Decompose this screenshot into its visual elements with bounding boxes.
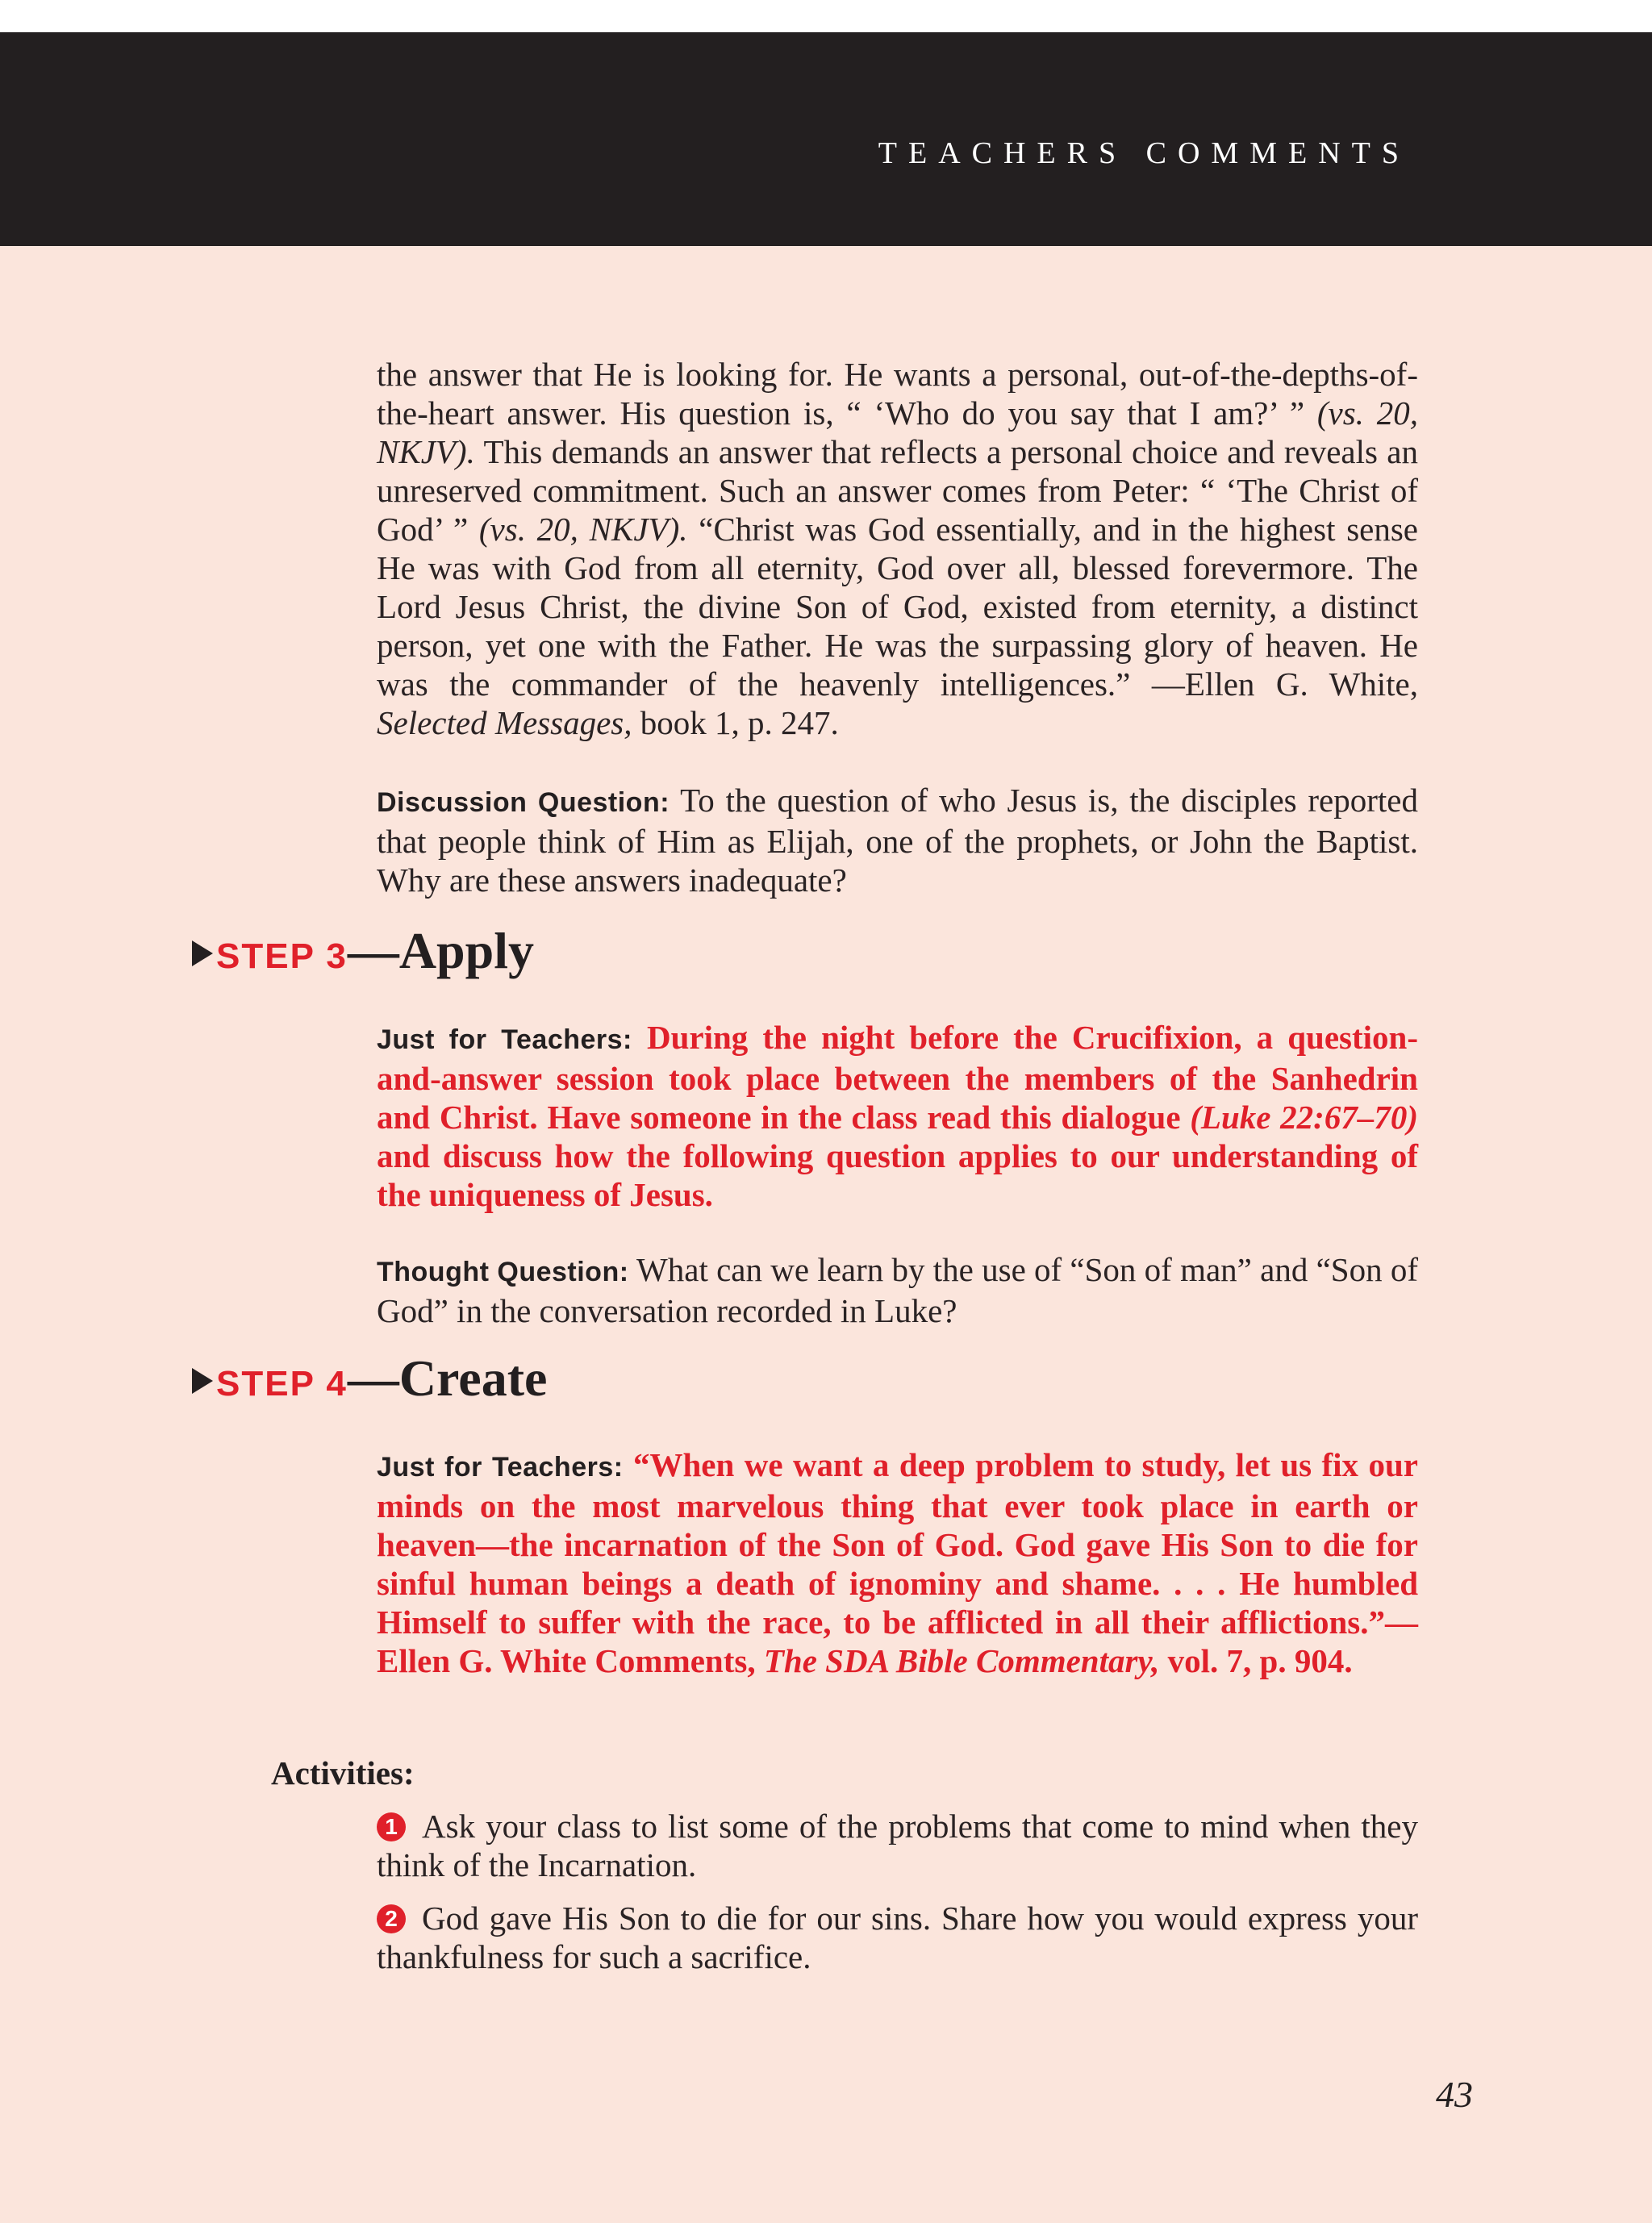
book-title: The SDA Bible Commentary, [763,1642,1160,1679]
step-3-teachers-note [377,1018,1418,1214]
teachers-text: During the night before the Crucifixion, a question-and-answer session took place between the members of the Sanhedrin and Christ. Have someone in the class read this dialogue [377,1019,1418,1136]
teachers-label: Just for Teachers: [377,1452,624,1483]
step-title: —Create [347,1349,548,1407]
step-label: STEP 4 [216,1364,348,1403]
scripture-reference: (vs. 20, NKJV). [377,394,1418,470]
step-4-teachers-note [377,1445,1418,1680]
book-title: Selected Messages, [377,704,632,741]
section-title: TEACHERS COMMENTS [878,136,1410,170]
triangle-arrow-icon [192,940,213,966]
triangle-arrow-icon [192,1368,213,1394]
step-label: STEP 3 [216,936,348,976]
thought-text: What can we learn by the use of “Son of man” and “Son of God” in the conversation recorded in Luke? [377,1251,1418,1329]
top-margin [0,0,1652,32]
teachers-label: Just for Teachers: [377,1024,632,1055]
discussion-question [377,781,1418,899]
thought-question [377,1250,1418,1330]
step-4-heading [192,1349,547,1408]
discussion-label: Discussion Question: [377,787,670,818]
page-number: 43 [1436,2074,1473,2115]
activity-item [377,1899,1418,1976]
quote-text: “Christ was God essentially, and in the highest sense He was with God from all eternity, God over all, blessed forevermore. The Lord Jesus Christ, the divine Son of God, existed from eternity, a distinct person, yet one with the Father. He was the surpassing glory of heaven. He was the commander of the heavenly intelligences.” —Ellen G. White, [377,511,1418,703]
numbered-bullet-icon: 2 [377,1904,406,1933]
activity-text: Ask your class to list some of the problems that come to mind when they think of the Incarnation. [377,1808,1418,1883]
intro-text: the answer that He is looking for. He wants a personal, out-of-the-depths-of-the-heart answer. His question is, “ ‘Who do you say that I am?’ ” [377,356,1418,432]
teachers-text: and discuss how the following question applies to our understanding of the uniqueness of Jesus. [377,1137,1418,1213]
teachers-text: “When we want a deep problem to study, let us fix our minds on the most marvelous thing that ever took place in earth or heaven—the incarnation of the Son of God. God gave His Son to die for sinful human beings a death of ignominy and shame. . . . He humbled Himself to suffer with the race, to be afflicted in all their afflictions.”—Ellen G. White Comments, [377,1446,1418,1679]
numbered-bullet-icon: 1 [377,1812,406,1841]
activities-heading: Activities: [271,1754,415,1791]
activity-item [377,1807,1418,1884]
step-title: —Apply [347,922,535,979]
intro-paragraph [377,355,1418,742]
scripture-reference: (vs. 20, NKJV). [478,511,688,548]
thought-label: Thought Question: [377,1257,629,1287]
discussion-text: To the question of who Jesus is, the disciples reported that people think of Him as Elijah, one of the prophets, or John the Baptist. Why are these answers inadequate? [377,782,1418,899]
citation: book 1, p. 247. [632,704,839,741]
scripture-reference: (Luke 22:67–70) [1190,1099,1418,1136]
step-3-heading [192,921,534,981]
activity-text: God gave His Son to die for our sins. Share how you would express your thankfulness for such a sacrifice. [377,1900,1418,1975]
intro-text: This demands an answer that reflects a personal choice and reveals an unreserved commitment. Such an answer comes from Peter: “ ‘The Christ of God’ ” [377,433,1418,548]
citation: vol. 7, p. 904. [1159,1642,1353,1679]
